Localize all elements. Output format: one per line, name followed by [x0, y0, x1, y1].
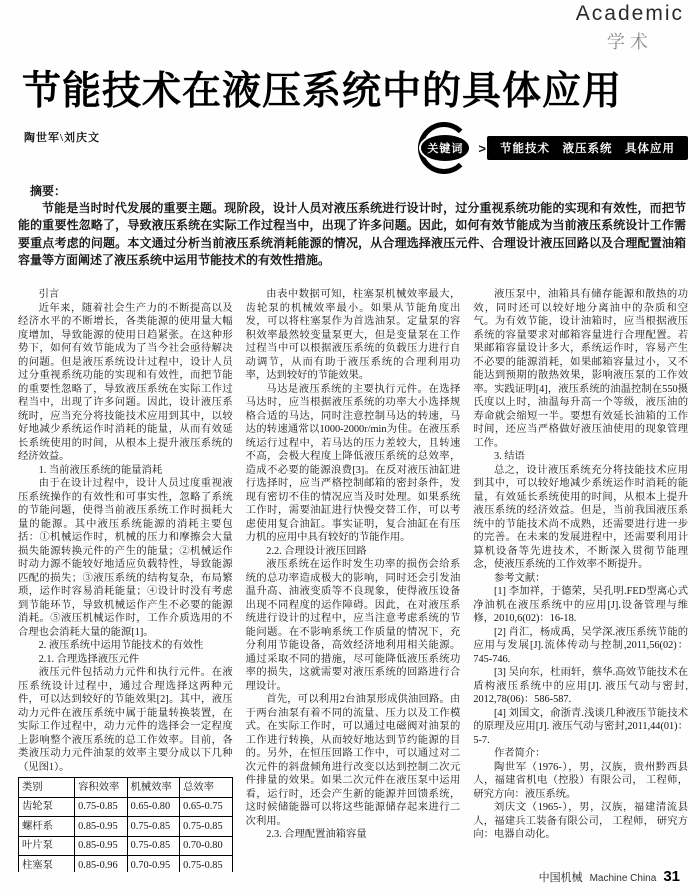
table-row: [19, 817, 233, 837]
table-cell: 0.65-0.80: [127, 797, 180, 817]
table-cell: 0.85-0.95: [75, 817, 128, 837]
paragraph: 总之，设计液压系统充分将技能技术应用到其中，可以较好地减少系统运作时消耗的能量，有效延长系统使用的时间，从根本上提升液压系统的经济效益。但是，当前我国液压系统中的节能技术尚不成熟，还需要进行进一步的完善。在未来的发展进程中，还需要利用计算机设备等先进技术，不断深入贯彻节能理念，使液压系统的工作效率不断提升。: [473, 464, 688, 570]
author-bio-heading: 作者简介：: [493, 748, 546, 759]
crescent-icon: [418, 122, 470, 174]
page-number: 31: [663, 868, 680, 885]
reference-item: [1] 李加祥，于德荣，吴孔明.FED型离心式净油机在液压系统中的应用[J].设备管理与维修，2010,6(02)：16-18.: [473, 586, 688, 624]
paragraph: 由于在设计过程中，设计人员过度重视液压系统操作的有效性和可事实性，忽略了系统的节能问题，使得当前液压系统工作时损耗大量的能源。其中液压系统能源的消耗主要包括：①机械运作时，机械的压力和摩擦会大量损失能源转换元件的产生的能量；②机械运作时动力源不能较好地适应负载特性，导致能源匹配的损失；③液压系统的结构复杂，布局繁琐，运作时容易消耗能量；④设计时没有考虑到节能环节，导致机械运作产生不必要的能源消耗。⑤液压机械运作时，工作介质选用的不合理也会消耗大量的能源[1]。: [18, 478, 233, 638]
table-cell: 0.75-0.85: [180, 817, 233, 837]
reference-item: [4] 刘国文，俞浙青.浅谈几种液压节能技术的原理及应用[J]. 液压气动与密封,2011,44(01)：5-7.: [473, 707, 688, 746]
author-bio: 陶世军（1976-），男，汉族，贵州黔西县人，福建省机电（控股）有限公司， 工程师，研究方向：液压系统。: [473, 761, 688, 800]
pump-efficiency-table: [18, 777, 233, 872]
table-header-row: [19, 778, 233, 798]
journal-name-en: Academic: [575, 2, 684, 25]
table-header-cell: 机械效率: [127, 778, 180, 798]
author-bio: 刘庆文（1965-），男，汉族，福建清流县人，福建兵工装备有限公司， 工程师， 研究方向：电器自动化。: [473, 802, 688, 840]
section-2-2-heading: 2.2. 合理设计液压回路: [266, 545, 367, 557]
paragraph: 液压元件包括动力元件和执行元件。在液压系统设计过程中，通过合理选择这两种元件，可以达到较好的节能效果[2]。其中，液压动力元件在液压系统中属于能量转换装置，在实际工作过程中，动力元件的选择会一定程度上影响整个液压系统的总工作效率。目前，各类液压动力元件油泵的效率主要分成以下几种（见图1）。: [18, 667, 233, 773]
table-cell: 0.70-0.95: [127, 856, 180, 873]
column-2: [246, 288, 461, 872]
table-cell: 0.85-0.96: [75, 856, 128, 873]
column-1: [18, 288, 233, 872]
keywords-label: 关键词: [419, 133, 471, 163]
journal-masthead: [576, 2, 684, 54]
table-cell: 0.75-0.85: [180, 856, 233, 873]
section-2-3-heading: 2.3. 合理配置油箱容量: [266, 829, 367, 840]
table-cell: 0.70-0.80: [180, 836, 233, 856]
section-2-heading: 2. 液压系统中运用节能技术的有效性: [38, 640, 204, 651]
keywords-list: 节能技术 液压系统 具体应用: [487, 136, 688, 160]
table-cell: 0.75-0.85: [127, 836, 180, 856]
paragraph: 由表中数据可知，柱塞泵机械效率最大，齿轮泵的机械效率最小。如果从节能角度出发，可以将柱塞泵作为首选油泵。定量泵的容积效率最然较变量泵更大，但是变量泵在工作过程当中可以根据液压系统的负载压力进行自动调节，从而有助于液压系统的合理利用功率，达到较好的节能效果。: [245, 289, 461, 381]
journal-name-cn: 学术: [606, 32, 653, 52]
table-row: [19, 797, 233, 817]
table-header-cell: 总效率: [180, 778, 233, 798]
paragraph: 液压系统在运作时发生功率的损伤会给系统的总功率造成极大的影响，同时还会引发油温升高、油液变质等不良现象，使得液压设备出现不同程度的运作障碍。因此，在对液压系统进行设计的过程中，应当注意考虑系统的节能问题。在不影响系统工作质量的情况下，充分利用节能设备，高效经济地利用相关能源。通过采取不同的措施，尽可能降低液压系统功率的损失，这就需要对液压系统的回路进行合理设计。: [245, 559, 461, 692]
footer-journal-cn: 中国机械: [538, 872, 583, 884]
intro-heading: 引言: [38, 289, 60, 300]
paragraph: 首先，可以利用2台油泵形成供油回路。由于两台油泵有着不同的流量、压力以及工作模式。在实际工作时，可以通过电磁阀对油泵的工作进行转换，从而较好地达到节约能源的目的。另外，在恒压回路工作中，可以通过对二次元件的斜盘倾角进行改变以达到控制二次元件排量的效果。如果二次元件在液压泵中运用看，运行时，还会产生新的能源并回馈系统，这时候储能器可以将这些能源储存起来进行二次利用。: [245, 694, 461, 827]
column-3: [473, 288, 688, 872]
table-row: [19, 856, 233, 873]
abstract-label: 摘要：: [30, 184, 67, 198]
abstract-text: 节能是当时时代发展的重要主题。现阶段，设计人员对液压系统进行设计时，过分重视系统功能的实现和有效性，而把节能的重要性忽略了，导致液压系统在实际工作过程当中，出现了许多问题。因此，如何有效节能成为当前液压系统设计工作需要重点考虑的问题。本文通过分析当前液压系统消耗能源的情况，从合理选择液压元件、合理设计液压回路以及合理配置油箱容量等方面阐述了液压系统中运用节能技术的有效性措施。: [18, 201, 686, 267]
table-cell: 0.85-0.95: [75, 836, 128, 856]
section-2-1-heading: 2.1. 合理选择液压元件: [38, 653, 139, 665]
reference-item: [3] 吴向东，杜雨轩，蔡华.高效节能技术在盾构液压系统中的应用[J]. 液压气动与密封, 2012,78(06)：586-587.: [473, 667, 688, 705]
paragraph: 液压泵中，油箱具有储存能源和散热的功效，同时还可以较好地分离油中的杂质和空气。为有效节能，设计油箱时，应当根据液压系统的容量要求对邮箱容量进行合理配置。若果邮箱容量设计多大，系统运作时，容易产生不必要的能源消耗，如果邮箱容量过小，又不能达到预期的散热效果，影响液压泵的工作效率。实践证明[4]，液压系统的油温控制在550摄氏度以上时，油温每升高一个等级，液压油的寿命就会缩短一半。要想有效延长油箱的工作时间，还应当严格做好液压油使用的现象管理工作。: [473, 289, 688, 449]
authors: 陶世军\刘庆文: [24, 132, 101, 144]
table-cell: 0.75-0.85: [75, 797, 128, 817]
table-row: [19, 836, 233, 856]
abstract-section: [18, 182, 686, 269]
keywords-badge: [418, 120, 688, 176]
page-title: 节能技术在液压系统中的具体应用: [22, 70, 623, 113]
section-1-heading: 1. 当前液压系统的能量消耗: [38, 464, 163, 476]
footer-journal-en: Machine China: [589, 873, 657, 884]
table-header-cell: 类别: [19, 778, 75, 798]
paragraph: 马达是液压系统的主要执行元件。在选择马达时，应当根据液压系统的功率大小选择规格合适的马达，同时注意控制马达的转速，马达的转速通常以1000-2000r/min为佳。在液压系统运行过程中，若马达的压力差较大，且转速不高，会极大程度上降低液压系统的总效率，造成不必要的能源浪费[3]。在反对液压油缸进行选择时，应当严格控制邮箱的密封条件，发现有密切不佳的情况应当及时处理。如果系统工作时，需要油缸进行快慢交替工作，可以考虑使用复合油缸。事实证明，复合油缸在有压力机的应用中具有较好的节能作用。: [245, 383, 461, 543]
section-3-heading: 3. 结语: [493, 451, 525, 462]
reference-item: [2] 肖汇，杨成禹，吴学深.液压系统节能的应用与发展[J].流体传动与控制,2011,56(02)：745-746.: [473, 626, 688, 665]
table-cell: 螺杆系: [19, 817, 75, 837]
references-heading: 参考文献：: [493, 572, 546, 584]
paragraph: 近年来，随着社会生产力的不断提高以及经济水平的不断增长，各类能源的使用量大幅度增加，导致能源的使用日趋紧张。在这种形势下，如何有效节能成为了当今社会亟待解决的问题。但是液压系统设计过程中，设计人员过分重视系统功能的实现和有效性，而把节能的重要性忽略了，导致液压系统在实际工作过程当中，出现了许多问题。因此，设计液压系统时，应当充分将技能技术应用到其中，以较好地减少系统运作时消耗的能量，从而有效延长系统使用的时间，从根本上提升液压系统的经济效益。: [18, 302, 233, 462]
table-cell: 柱塞泵: [19, 856, 75, 873]
table-cell: 叶片泵: [19, 836, 75, 856]
table-header-cell: 容积效率: [75, 778, 128, 798]
article-body: [18, 288, 688, 872]
table-cell: 0.65-0.75: [180, 797, 233, 817]
table-cell: 0.75-0.85: [127, 817, 180, 837]
arrow-icon: >: [478, 140, 486, 156]
page-footer: [539, 868, 680, 885]
table-cell: 齿轮泵: [19, 797, 75, 817]
